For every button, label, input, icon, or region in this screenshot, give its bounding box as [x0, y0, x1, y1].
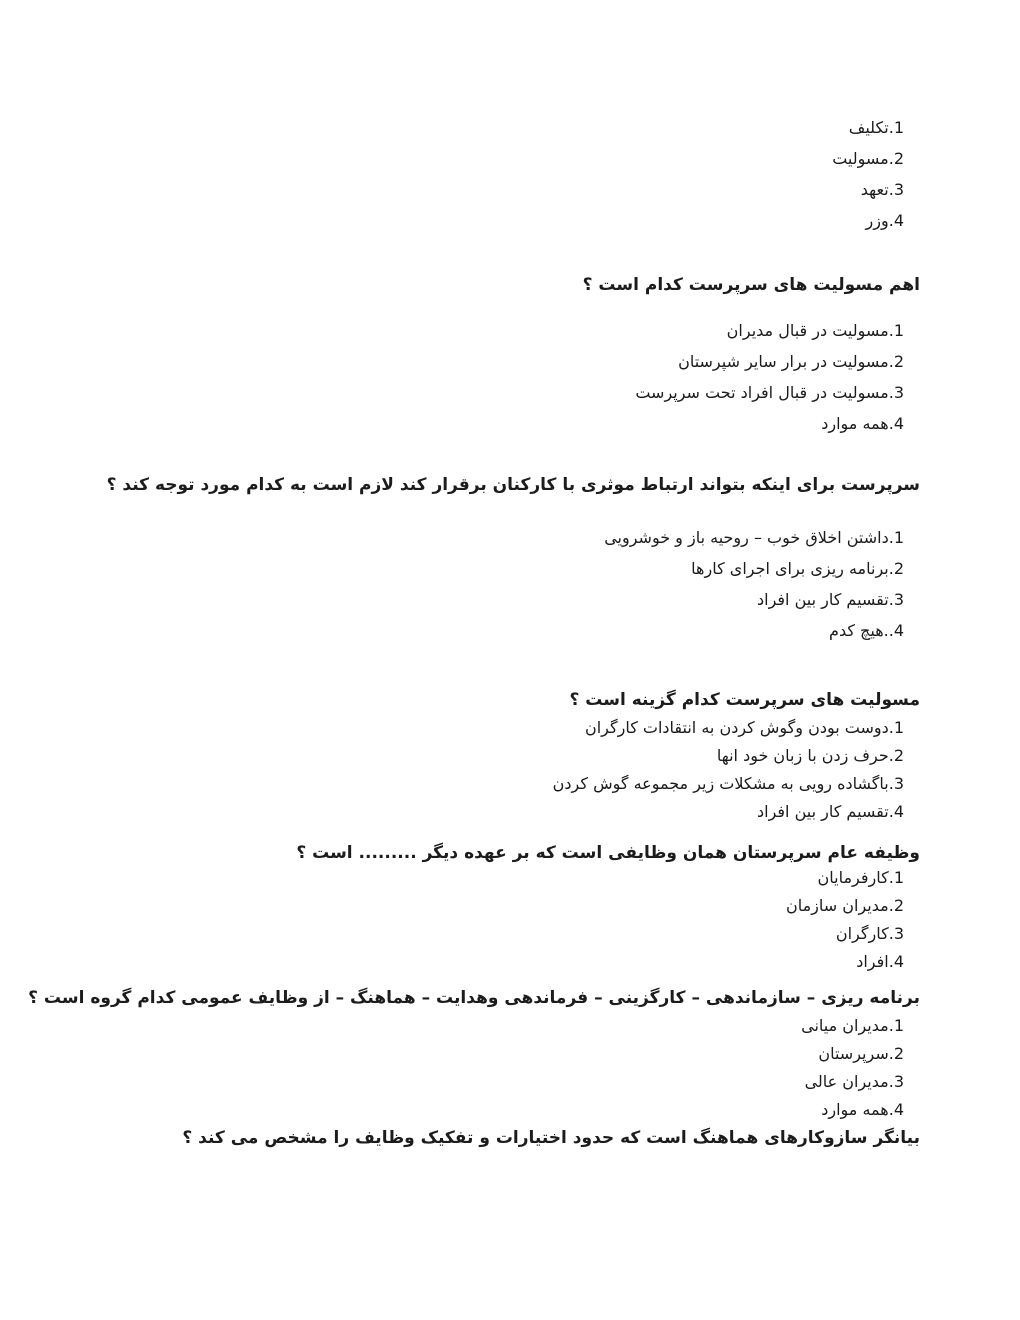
option-item: 2.مدیران سازمان [785, 896, 904, 915]
question-block-4 [40, 864, 904, 976]
option-item: 4.افراد [856, 952, 904, 971]
option-item: 2.حرف زدن با زبان خود انها [716, 746, 904, 765]
option-item: 1.کارفرمایان [817, 868, 904, 887]
question-block-5 [40, 1012, 904, 1124]
option-item: 4.همه موارد [821, 414, 904, 433]
option-item: 1.تکلیف [848, 118, 904, 137]
option-item: 4..هیچ کدم [829, 621, 904, 640]
option-item: 4.وزر [865, 211, 904, 230]
option-item: 1.مدیران میانی [801, 1016, 904, 1035]
question-block-1 [40, 315, 904, 439]
question-block-0 [40, 112, 904, 236]
option-item: 3.تقسیم کار بین افراد [757, 590, 904, 609]
option-item: 3.باگشاده رویی به مشکلات زیر مجموعه گوش کردن [552, 774, 904, 793]
question-heading: برنامه ریزی – سازماندهی – کارگزینی – فرماندهی وهدایت – هماهنگ – از وظایف عمومی کدام گروه است ؟ [28, 988, 920, 1008]
question-block-3 [40, 714, 904, 826]
option-item: 1.مسولیت در قبال مدیران [726, 321, 904, 340]
question-heading: بیانگر سازوکارهای هماهنگ است که حدود اختیارات و تفکیک وظایف را مشخص می کند ؟ [182, 1128, 920, 1148]
option-item: 1.داشتن اخلاق خوب – روحیه باز و خوشرویی [604, 528, 904, 547]
option-item: 3.مدیران عالی [804, 1072, 904, 1091]
option-item: 4.تقسیم کار بین افراد [757, 802, 904, 821]
option-item: 3.کارگران [835, 924, 904, 943]
question-block-2 [40, 522, 904, 646]
question-heading: مسولیت های سرپرست کدام گزینه است ؟ [569, 690, 920, 710]
option-item: 1.دوست بودن وگوش کردن به انتقادات کارگران [584, 718, 904, 737]
option-item: 2.برنامه ریزی برای اجرای کارها [691, 559, 904, 578]
question-heading: سرپرست برای اینکه بتواند ارتباط موثری با کارکنان برقرار کند لازم است به کدام مورد توجه کند ؟ [106, 475, 920, 495]
option-item: 2.سرپرستان [818, 1044, 904, 1063]
option-item: 2.مسولیت در برار سایر شپرستان [678, 352, 904, 371]
question-heading: وظیفه عام سرپرستان همان وظایفی است که بر عهده دیگر ......... است ؟ [296, 843, 920, 863]
option-item: 4.همه موارد [821, 1100, 904, 1119]
option-item: 2.مسولیت [832, 149, 904, 168]
option-item: 3.تعهد [860, 180, 904, 199]
question-heading: اهم مسولیت های سرپرست کدام است ؟ [582, 275, 920, 295]
option-item: 3.مسولیت در قبال افراد تحت سرپرست [635, 383, 904, 402]
